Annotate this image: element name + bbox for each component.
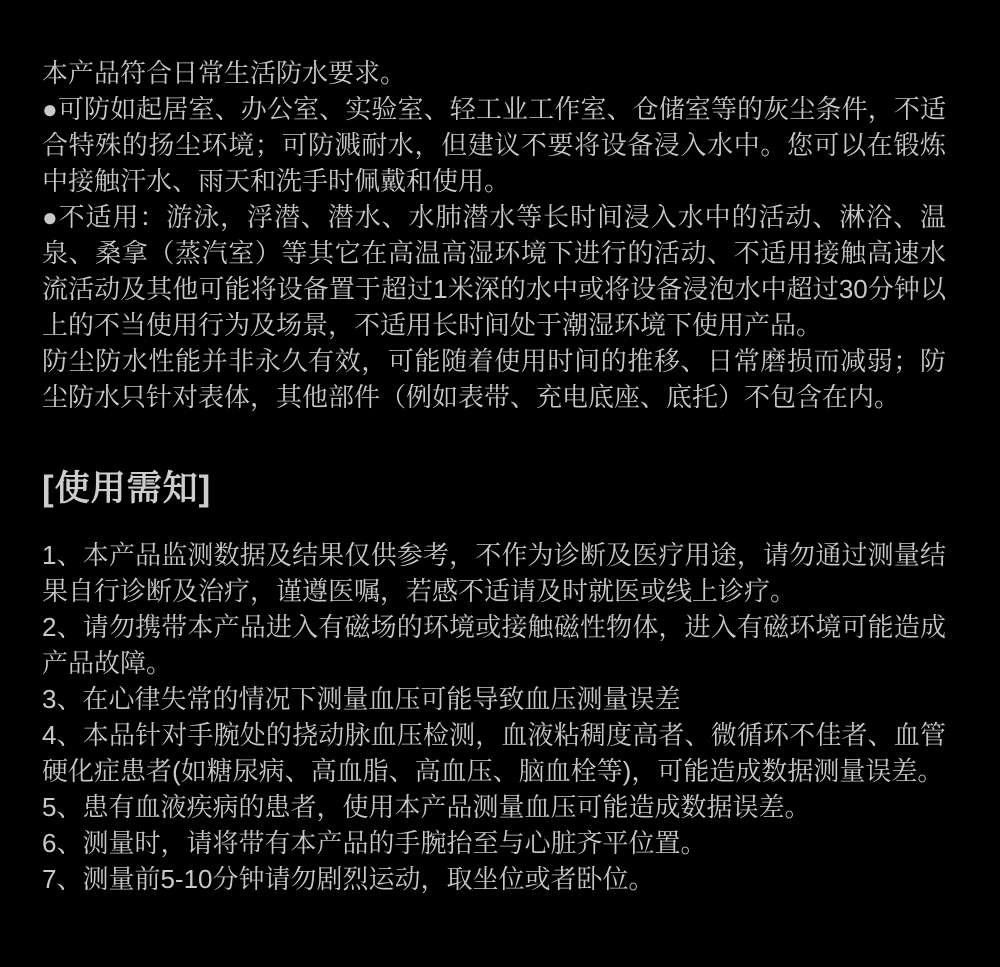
usage-notice-list: [42, 537, 946, 897]
notice-item-3: 3、在心律失常的情况下测量血压可能导致血压测量误差: [42, 684, 681, 714]
notice-item-6: 6、测量时，请将带有本产品的手腕抬至与心脏齐平位置。: [42, 828, 707, 858]
waterproof-info-section: [42, 55, 946, 415]
not-applicable-paragraph: ●不适用：游泳，浮潜、潜水、水肺潜水等长时间浸入水中的活动、淋浴、温泉、桑拿（蒸汽室）等其它在高温高湿环境下进行的活动、不适用接触高速水流活动及其他可能将设备置于超过1米深的水中或将设备浸泡水中超过30分钟以上的不当使用行为及场景，不适用长时间处于潮湿环境下使用产品。: [42, 202, 946, 340]
dustproof-scope-paragraph: ●可防如起居室、办公室、实验室、轻工业工作室、仓储室等的灰尘条件，不适合特殊的扬尘环境；可防溅耐水，但建议不要将设备浸入水中。您可以在锻炼中接触汗水、雨天和洗手时佩戴和使用。: [42, 94, 946, 196]
usage-notice-heading: [使用需知]: [42, 469, 212, 508]
notice-item-7: 7、测量前5-10分钟请勿剧烈运动，取坐位或者卧位。: [42, 864, 655, 894]
notice-item-2: 2、请勿携带本产品进入有磁场的环境或接触磁性物体，进入有磁环境可能造成产品故障。: [42, 612, 946, 678]
notice-item-5: 5、患有血液疾病的患者，使用本产品测量血压可能造成数据误差。: [42, 792, 811, 822]
notice-item-1: 1、本产品监测数据及结果仅供参考，不作为诊断及医疗用途，请勿通过测量结果自行诊断及治疗，谨遵医嘱，若感不适请及时就医或线上诊疗。: [42, 540, 946, 606]
notice-item-4: 4、本品针对手腕处的挠动脉血压检测，血液粘稠度高者、微循环不佳者、血管硬化症患者(如糖尿病、高血脂、高血压、脑血栓等)，可能造成数据测量误差。: [42, 720, 946, 786]
durability-note-paragraph: 防尘防水性能并非永久有效，可能随着使用时间的推移、日常磨损而减弱；防尘防水只针对表体，其他部件（例如表带、充电底座、底托）不包含在内。: [42, 346, 946, 412]
waterproof-intro-line: 本产品符合日常生活防水要求。: [42, 58, 407, 88]
